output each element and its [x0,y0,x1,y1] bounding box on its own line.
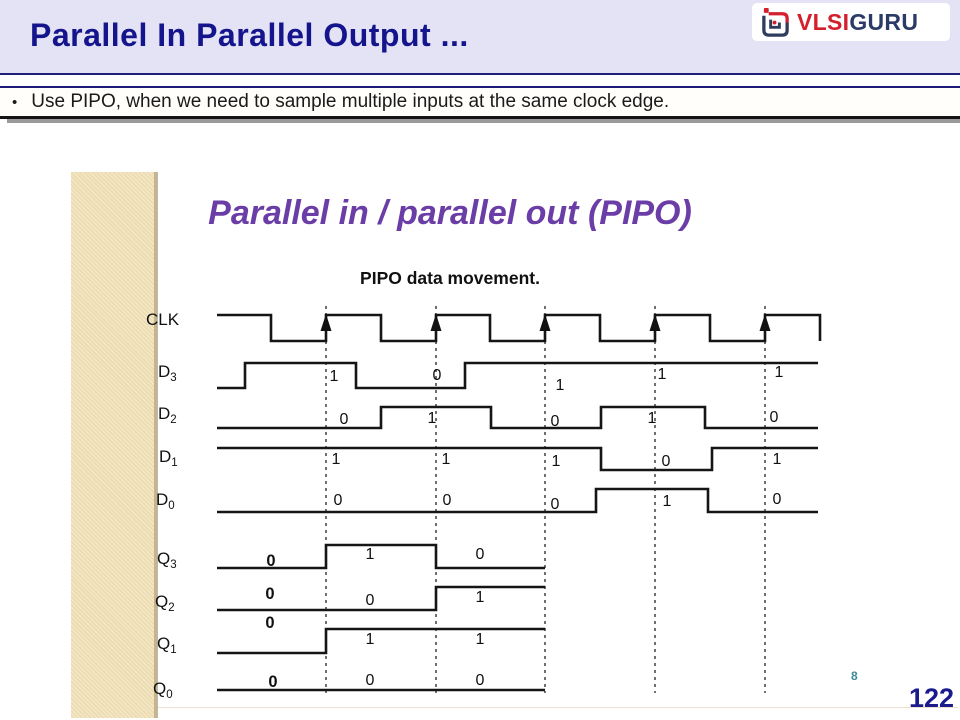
value-d0-3: 0 [550,496,560,513]
signal-label-clk: CLK [146,310,180,329]
initial-q0: 0 [268,673,278,691]
value-d2-4: 1 [647,410,657,427]
waveform-d1 [217,448,818,470]
signal-label-q0: $Q_0$ [153,679,173,701]
signal-label-q1: $Q_1$ [157,634,177,656]
value-d1-3: 1 [551,453,561,470]
value-d0-2: 0 [442,492,452,509]
signal-label-d2: $D_2$ [158,404,177,426]
value-d1-2: 1 [441,451,451,468]
value-d0-5: 0 [772,491,782,508]
value-d0-4: 1 [662,493,672,510]
page-number: 122 [908,683,954,713]
initial-q2: 0 [265,585,275,603]
rising-edge-arrow-1 [321,314,332,331]
inner-title-main: Parallel in / parallel out [208,194,588,232]
waveform-d3 [217,363,818,388]
signal-label-d0: $D_0$ [156,490,175,512]
rising-edge-arrow-4 [650,314,661,331]
initial-q3: 0 [266,552,276,570]
value-q3-1: 1 [365,546,375,563]
value-q1-1: 1 [365,631,375,648]
value-q2-1: 0 [365,592,375,609]
value-d0-1: 0 [333,492,343,509]
value-d2-2: 1 [427,410,437,427]
signal-label-q3: $Q_3$ [157,549,177,571]
signal-label-d3: $D_3$ [158,362,177,384]
value-q1-2: 1 [475,631,485,648]
waveform-clk [217,315,820,341]
value-d2-1: 0 [339,411,349,428]
inner-slide-number: 8 [851,669,858,683]
initial-q1: 0 [265,614,275,632]
value-d3-1: 1 [329,368,339,385]
rising-edge-arrow-5 [760,314,771,331]
value-q3-2: 0 [475,546,485,563]
rising-edge-arrow-2 [431,314,442,331]
value-d2-5: 0 [769,409,779,426]
value-d3-2: 0 [432,367,442,384]
value-d1-1: 1 [331,451,341,468]
signal-label-q2: $Q_2$ [155,592,175,614]
value-d1-5: 1 [772,451,782,468]
bullet-text: Use PIPO, when we need to sample multiple inputs at the same clock edge. [31,91,670,112]
diagram-caption: PIPO data movement. [360,268,540,288]
rising-edge-arrow-3 [540,314,551,331]
signal-label-d1: $D_1$ [159,447,178,469]
value-q2-2: 1 [475,589,485,606]
value-q0-1: 0 [365,672,375,689]
value-d3-3: 1 [555,377,565,394]
value-q0-2: 0 [475,672,485,689]
bullet-marker: • [12,93,18,111]
inner-title-pipo: (PIPO) [587,194,692,232]
waveform-d0 [217,489,818,512]
waveform-d2 [217,407,818,428]
logo-text-vlsi: VLSI [797,8,850,35]
value-d1-4: 0 [661,453,671,470]
value-d3-5: 1 [774,364,784,381]
logo-text-guru: GURU [849,8,919,35]
value-d2-3: 0 [550,413,560,430]
slide-title: Parallel In Parallel Output ... [30,17,469,53]
value-d3-4: 1 [657,366,667,383]
waveform-q1 [217,629,545,653]
